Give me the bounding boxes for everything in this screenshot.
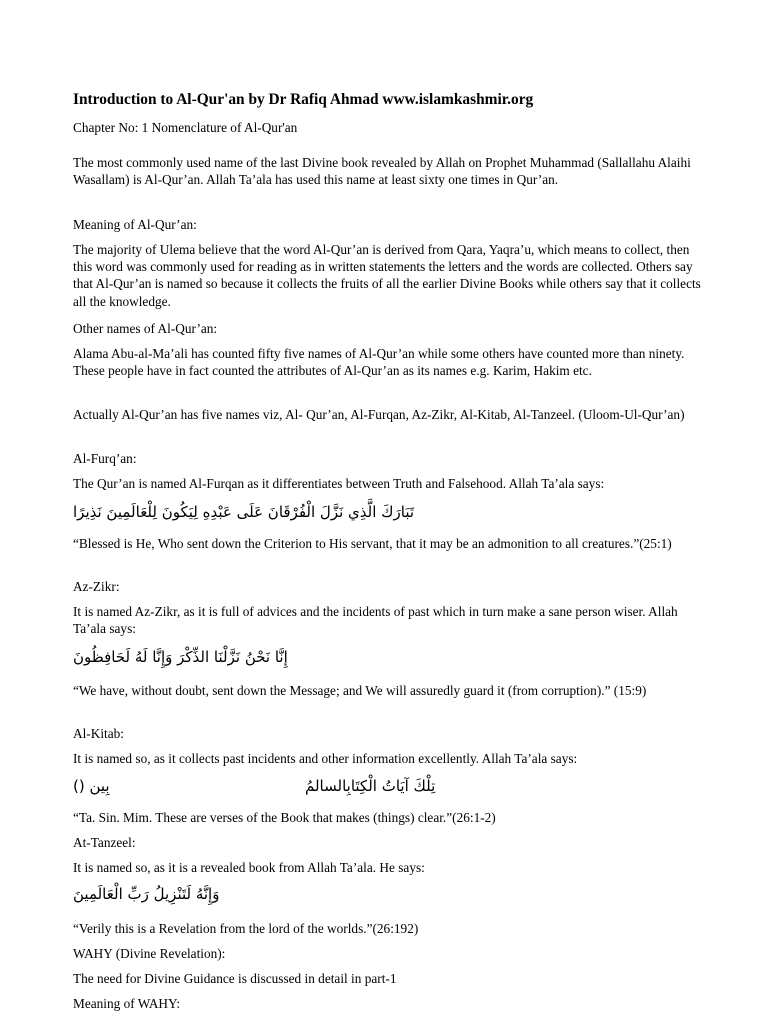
tanzeel-paragraph: It is named so, as it is a revealed book from Allah Ta’ala. He says:: [73, 860, 425, 875]
tanzeel-heading: At-Tanzeel:: [73, 835, 136, 850]
kitab-paragraph: It is named so, as it collects past incidents and other information excellently. Allah Ta’ala says:: [73, 751, 578, 766]
chapter-heading: Chapter No: 1 Nomenclature of Al-Qur'an: [73, 120, 298, 135]
meaning-paragraph: The majority of Ulema believe that the word Al-Qur’an is derived from Qara, Yaqra’u, which means to collect, then this word was commonly used for reading as in written statements the letters and the words are collected. Others say that Al-Qur’an is named so because it collects the fruits of all the earlier Divine Books while others say that it collects all the knowledge.: [73, 242, 701, 309]
kitab-arabic-verse: [73, 775, 703, 797]
wahy-paragraph: The need for Divine Guidance is discussed in detail in part-1: [73, 971, 397, 986]
other-names-paragraph: Alama Abu-al-Ma’ali has counted fifty five names of Al-Qur’an while some others have counted more than ninety. These people have in fact counted the attributes of Al-Qur’an as its names e.g. Karim, Hakim etc.: [73, 346, 685, 379]
wahy-meaning-heading: Meaning of WAHY:: [73, 996, 181, 1011]
tanzeel-arabic-verse: وَإِنَّهُ لَتَنْزِيلُ رَبِّ الْعَالَمِينَ: [73, 885, 220, 903]
five-names-paragraph: Actually Al-Qur’an has five names viz, Al- Qur’an, Al-Furqan, Az-Zikr, Al-Kitab, Al-Tanzeel. (Uloom-Ul-Qur’an): [73, 407, 685, 422]
furqan-paragraph: The Qur’an is named Al-Furqan as it differentiates between Truth and Falsehood. Allah Ta’ala says:: [73, 476, 605, 491]
furqan-arabic-verse: تَبَارَكَ الَّذِي نَزَّلَ الْفُرْقَانَ عَلَى عَبْدِهِ لِيَكُونَ لِلْعَالَمِينَ نَذِيرًا: [73, 503, 415, 521]
kitab-heading: Al-Kitab:: [73, 726, 124, 741]
zikr-translation: “We have, without doubt, sent down the Message; and We will assuredly guard it (from corruption).” (15:9): [73, 683, 647, 698]
kitab-arabic-fragment-left: بِين (): [73, 777, 110, 795]
zikr-arabic-verse: إِنَّا نَحْنُ نَزَّلْنَا الذِّكْرَ وَإِنَّا لَهُ لَحَافِظُونَ: [73, 648, 288, 666]
kitab-translation: “Ta. Sin. Mim. These are verses of the Book that makes (things) clear.”(26:1-2): [73, 810, 496, 825]
zikr-paragraph: It is named Az-Zikr, as it is full of advices and the incidents of past which in turn make a sane person wiser. Allah Ta’ala says:: [73, 604, 678, 637]
furqan-translation: “Blessed is He, Who sent down the Criterion to His servant, that it may be an admonition to all creatures.”(25:1): [73, 536, 672, 551]
zikr-heading: Az-Zikr:: [73, 579, 120, 594]
document-title: Introduction to Al-Qur'an by Dr Rafiq Ahmad www.islamkashmir.org: [73, 91, 534, 108]
wahy-heading: WAHY (Divine Revelation):: [73, 946, 226, 961]
tanzeel-translation: “Verily this is a Revelation from the lord of the worlds.”(26:192): [73, 921, 419, 936]
meaning-heading: Meaning of Al-Qur’an:: [73, 217, 197, 232]
intro-paragraph: The most commonly used name of the last Divine book revealed by Allah on Prophet Muhammad (Sallallahu Alaihi Wasallam) is Al-Qur’an. Allah Ta’ala has used this name at least sixty one times in Qur’an.: [73, 155, 691, 188]
furqan-heading: Al-Furq’an:: [73, 451, 137, 466]
other-names-heading: Other names of Al-Qur’an:: [73, 321, 218, 336]
kitab-arabic-fragment-right: تِلْكَ آيَاتُ الْكِتَابِالسالمُ: [305, 777, 436, 795]
